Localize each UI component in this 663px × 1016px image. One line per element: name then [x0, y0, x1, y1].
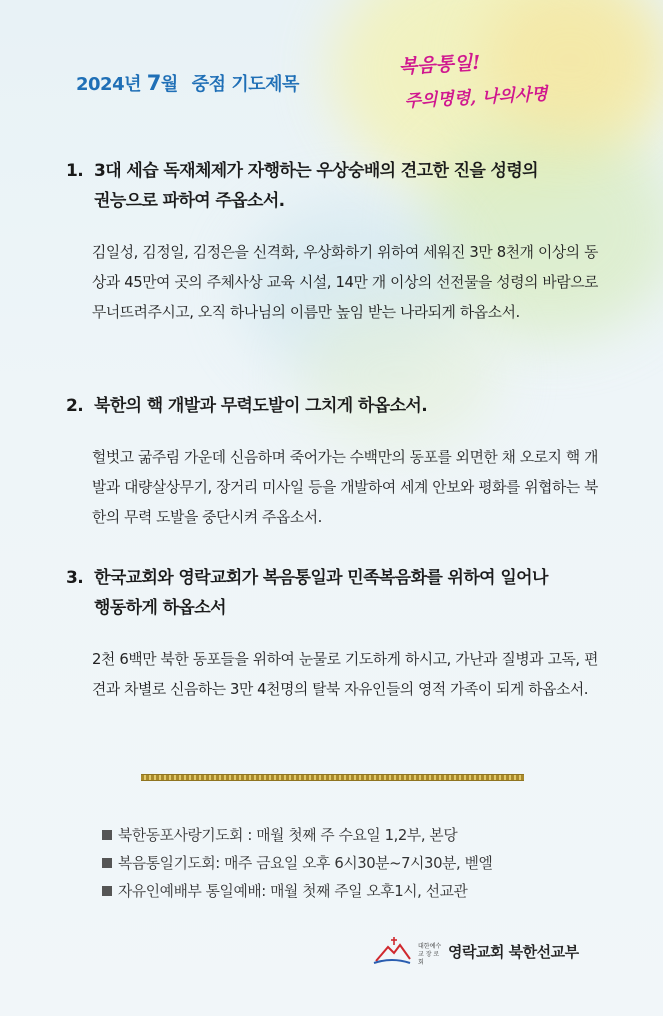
footer [372, 935, 612, 967]
prayer-item-title [66, 563, 606, 623]
item-number: 1. [66, 161, 84, 181]
denomination-label: 대한예수교 장 로 회 [418, 943, 442, 966]
title-line-2: 행동하게 하옵소서 [94, 598, 226, 618]
bullet-square-icon [102, 886, 112, 896]
title-line-1: 3대 세습 독재체제가 자행하는 우상숭배의 견고한 진을 성령의 [94, 161, 539, 181]
header [0, 0, 663, 140]
prayer-item-3 [66, 563, 606, 705]
prayer-item-body: 김일성, 김정일, 김정은을 신격화, 우상화하기 위하여 세워진 3만 8천개 이상의 동상과 45만여 곳의 주체사상 교육 시설, 14만 개 이상의 선전물을 성령의 바람으로 무너뜨려주시고, 오직 하나님의 이름만 높임 받는 나라되게 하옵소서. [92, 244, 598, 321]
prayer-item-body: 헐벗고 굶주림 가운데 신음하며 죽어가는 수백만의 동포를 외면한 채 오로지 핵 개발과 대량살상무기, 장거리 미사일 등을 개발하여 세계 안보와 평화를 위협하는 북한의 무력 도발을 중단시켜 주옵소서. [92, 449, 598, 526]
motto [398, 44, 548, 112]
organization-name: 영락교회 북한선교부 [448, 943, 579, 961]
item-number: 2. [66, 396, 84, 416]
church-logo-icon [372, 935, 412, 967]
title-line-2: 권능으로 파하여 주옵소서. [94, 191, 285, 211]
title-line-1: 북한의 핵 개발과 무력도발이 그치게 하옵소서. [94, 396, 428, 416]
motto-line-1: 복음통일! [398, 51, 482, 78]
bullet-square-icon [102, 858, 112, 868]
motto-line-2: 주의명령, 나의사명 [404, 84, 549, 112]
prayer-item-title [66, 156, 606, 216]
prayer-item-body: 2천 6백만 북한 동포들을 위하여 눈물로 기도하게 하시고, 가난과 질병과 고독, 편견과 차별로 신음하는 3만 4천명의 탈북 자유인들의 영적 가족이 되게 하옵소서. [92, 651, 598, 698]
schedule-item: 복음통일기도회: 매주 금요일 오후 6시30분~7시30분, 벧엘 [102, 850, 492, 878]
schedule-item: 자유인예배부 통일예배: 매월 첫째 주일 오후1시, 선교관 [102, 878, 492, 906]
divider [141, 774, 524, 781]
year-month: 2024년 7월 [76, 71, 178, 95]
prayer-item-title [66, 391, 606, 421]
page-title [76, 70, 299, 96]
prayer-item-2 [66, 391, 606, 533]
prayer-item-1 [66, 156, 606, 328]
bullet-square-icon [102, 830, 112, 840]
item-number: 3. [66, 568, 84, 588]
title-text: 중점 기도제목 [191, 74, 299, 95]
schedule-list [102, 822, 492, 906]
schedule-item: 북한동포사랑기도회 : 매월 첫째 주 수요일 1,2부, 본당 [102, 822, 492, 850]
title-line-1: 한국교회와 영락교회가 복음통일과 민족복음화를 위하여 일어나 [94, 568, 548, 588]
